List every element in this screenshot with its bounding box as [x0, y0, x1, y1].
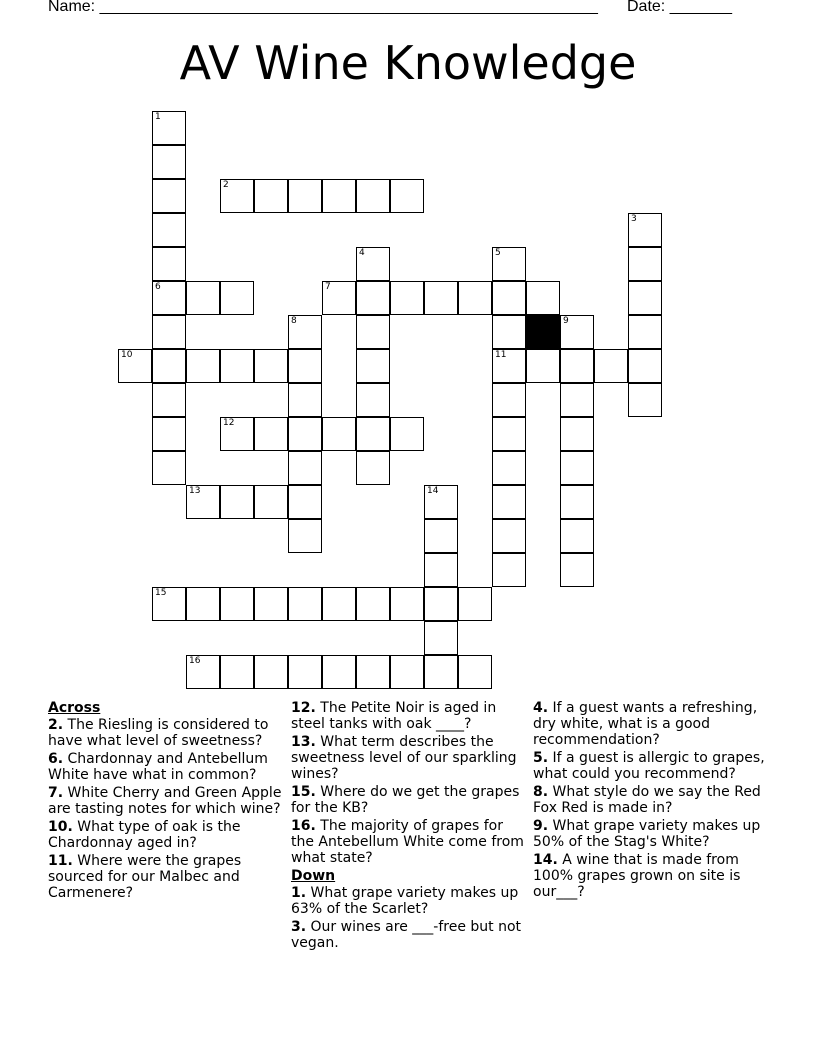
crossword-cell[interactable]	[152, 417, 186, 451]
crossword-cell[interactable]	[152, 315, 186, 349]
crossword-cell[interactable]	[560, 519, 594, 553]
clue-number: 14	[427, 486, 439, 496]
crossword-cell[interactable]	[628, 247, 662, 281]
crossword-cell[interactable]	[322, 587, 356, 621]
page-title: AV Wine Knowledge	[179, 36, 637, 90]
crossword-cell[interactable]	[560, 315, 594, 349]
crossword-cell[interactable]	[288, 485, 322, 519]
clue-number: 3	[631, 214, 637, 224]
crossword-cell[interactable]	[390, 655, 424, 689]
crossword-cell[interactable]	[356, 587, 390, 621]
clue-across-13: 13. What term describes the sweetness level of our sparkling wines?	[291, 734, 517, 782]
clue-number: 16	[189, 656, 201, 666]
clue-down-14: 14. A wine that is made from 100% grapes grown on site is our___?	[533, 852, 741, 900]
clue-across-2: 2. The Riesling is considered to have what level of sweetness?	[48, 717, 269, 749]
crossword-cell[interactable]	[458, 587, 492, 621]
crossword-cell[interactable]	[220, 349, 254, 383]
crossword-cell[interactable]	[526, 349, 560, 383]
crossword-cell[interactable]	[254, 655, 288, 689]
crossword-cell[interactable]	[152, 247, 186, 281]
crossword-cell[interactable]	[492, 451, 526, 485]
clue-number: 13	[189, 486, 201, 496]
crossword-cell[interactable]	[288, 655, 322, 689]
crossword-cell[interactable]	[152, 451, 186, 485]
crossword-cell[interactable]	[254, 179, 288, 213]
crossword-cell[interactable]	[356, 281, 390, 315]
crossword-cell[interactable]	[492, 383, 526, 417]
crossword-cell[interactable]	[390, 417, 424, 451]
crossword-cell[interactable]	[288, 349, 322, 383]
clue-number: 2	[223, 180, 229, 190]
crossword-cell[interactable]	[356, 349, 390, 383]
clue-across-12: 12. The Petite Noir is aged in steel tanks with oak ____?	[291, 700, 497, 732]
crossword-cell[interactable]	[152, 145, 186, 179]
clue-down-1: 1. What grape variety makes up 63% of the Scarlet?	[291, 885, 519, 917]
name-field: Name: ________________________________________________________	[48, 0, 598, 15]
clue-down-9: 9. What grape variety makes up 50% of the Stag's White?	[533, 818, 761, 850]
clue-across-7: 7. White Cherry and Green Apple are tasting notes for which wine?	[48, 785, 282, 817]
date-field: Date: _______	[627, 0, 732, 15]
crossword-cell[interactable]	[492, 349, 526, 383]
crossword-cell[interactable]	[424, 553, 458, 587]
crossword-cell[interactable]	[492, 485, 526, 519]
crossword-cell[interactable]	[458, 281, 492, 315]
crossword-cell[interactable]	[254, 587, 288, 621]
clue-number: 1	[155, 112, 161, 122]
crossword-cell[interactable]	[152, 179, 186, 213]
crossword-cell[interactable]	[152, 281, 186, 315]
crossword-cell[interactable]	[594, 349, 628, 383]
crossword-cell[interactable]	[424, 519, 458, 553]
clues-column-3	[533, 700, 768, 902]
crossword-cell[interactable]	[492, 417, 526, 451]
crossword-cell[interactable]	[526, 281, 560, 315]
crossword-cell[interactable]	[356, 383, 390, 417]
crossword-cell[interactable]	[288, 587, 322, 621]
crossword-cell[interactable]	[356, 247, 390, 281]
clues-column-1	[48, 700, 283, 903]
clue-down-3: 3. Our wines are ___-free but not vegan.	[291, 919, 522, 951]
crossword-cell[interactable]	[288, 519, 322, 553]
clue-across-11: 11. Where were the grapes sourced for our Malbec and Carmenere?	[48, 853, 242, 901]
crossword-cell[interactable]	[492, 519, 526, 553]
crossword-cell[interactable]	[152, 383, 186, 417]
crossword-cell[interactable]	[288, 315, 322, 349]
crossword-cell[interactable]	[152, 213, 186, 247]
clue-across-10: 10. What type of oak is the Chardonnay aged in?	[48, 819, 241, 851]
crossword-cell[interactable]	[356, 451, 390, 485]
crossword-cell[interactable]	[458, 655, 492, 689]
clue-number: 4	[359, 248, 365, 258]
crossword-cell[interactable]	[628, 213, 662, 247]
crossword-block-cell	[526, 315, 560, 349]
clue-number: 5	[495, 248, 501, 258]
crossword-cell[interactable]	[322, 179, 356, 213]
clue-number: 11	[495, 350, 507, 360]
crossword-cell[interactable]	[152, 111, 186, 145]
clue-across-6: 6. Chardonnay and Antebellum White have what in common?	[48, 751, 268, 783]
clue-number: 9	[563, 316, 569, 326]
clue-number: 10	[121, 350, 133, 360]
crossword-cell[interactable]	[288, 417, 322, 451]
crossword-cell[interactable]	[628, 281, 662, 315]
crossword-cell[interactable]	[220, 485, 254, 519]
clue-across-15: 15. Where do we get the grapes for the KB?	[291, 784, 520, 816]
down-heading: Down	[291, 868, 336, 884]
crossword-cell[interactable]	[560, 349, 594, 383]
crossword-cell[interactable]	[356, 179, 390, 213]
crossword-cell[interactable]	[220, 417, 254, 451]
crossword-cell[interactable]	[186, 587, 220, 621]
crossword-cell[interactable]	[186, 349, 220, 383]
crossword-cell[interactable]	[628, 383, 662, 417]
clue-number: 6	[155, 282, 161, 292]
crossword-cell[interactable]	[254, 349, 288, 383]
crossword-cell[interactable]	[560, 417, 594, 451]
crossword-cell[interactable]	[424, 621, 458, 655]
crossword-cell[interactable]	[254, 417, 288, 451]
clue-number: 8	[291, 316, 297, 326]
crossword-cell[interactable]	[560, 553, 594, 587]
crossword-cell[interactable]	[560, 485, 594, 519]
crossword-cell[interactable]	[288, 383, 322, 417]
crossword-cell[interactable]	[186, 655, 220, 689]
crossword-cell[interactable]	[628, 349, 662, 383]
crossword-cell[interactable]	[322, 417, 356, 451]
clue-number: 12	[223, 418, 235, 428]
crossword-cell[interactable]	[356, 315, 390, 349]
clues-column-2	[291, 700, 526, 953]
clue-down-8: 8. What style do we say the Red Fox Red is made in?	[533, 784, 761, 816]
crossword-cell[interactable]	[492, 247, 526, 281]
crossword-cell[interactable]	[220, 655, 254, 689]
crossword-cell[interactable]	[288, 451, 322, 485]
crossword-cell[interactable]	[220, 179, 254, 213]
crossword-cell[interactable]	[492, 553, 526, 587]
crossword-cell[interactable]	[152, 587, 186, 621]
crossword-cell[interactable]	[322, 281, 356, 315]
crossword-cell[interactable]	[424, 587, 458, 621]
crossword-cell[interactable]	[322, 655, 356, 689]
clue-number: 15	[155, 588, 167, 598]
crossword-cell[interactable]	[254, 485, 288, 519]
crossword-cell[interactable]	[152, 349, 186, 383]
crossword-cell[interactable]	[628, 315, 662, 349]
clue-number: 7	[325, 282, 331, 292]
clue-down-4: 4. If a guest wants a refreshing, dry white, what is a good recommendation?	[533, 700, 758, 748]
crossword-cell[interactable]	[220, 587, 254, 621]
crossword-cell[interactable]	[288, 179, 322, 213]
clue-down-5: 5. If a guest is allergic to grapes, what could you recommend?	[533, 750, 765, 782]
crossword-cell[interactable]	[220, 281, 254, 315]
crossword-cell[interactable]	[390, 179, 424, 213]
crossword-cell[interactable]	[492, 315, 526, 349]
crossword-cell[interactable]	[356, 417, 390, 451]
crossword-cell[interactable]	[186, 281, 220, 315]
crossword-cell[interactable]	[356, 655, 390, 689]
clue-across-16: 16. The majority of grapes for the Antebellum White come from what state?	[291, 818, 524, 866]
crossword-cell[interactable]	[390, 587, 424, 621]
across-heading: Across	[48, 700, 101, 716]
crossword-cell[interactable]	[424, 655, 458, 689]
crossword-cell[interactable]	[424, 281, 458, 315]
crossword-cell[interactable]	[560, 383, 594, 417]
crossword-cell[interactable]	[390, 281, 424, 315]
crossword-cell[interactable]	[424, 485, 458, 519]
crossword-cell[interactable]	[492, 281, 526, 315]
crossword-cell[interactable]	[186, 485, 220, 519]
crossword-cell[interactable]	[118, 349, 152, 383]
crossword-cell[interactable]	[560, 451, 594, 485]
